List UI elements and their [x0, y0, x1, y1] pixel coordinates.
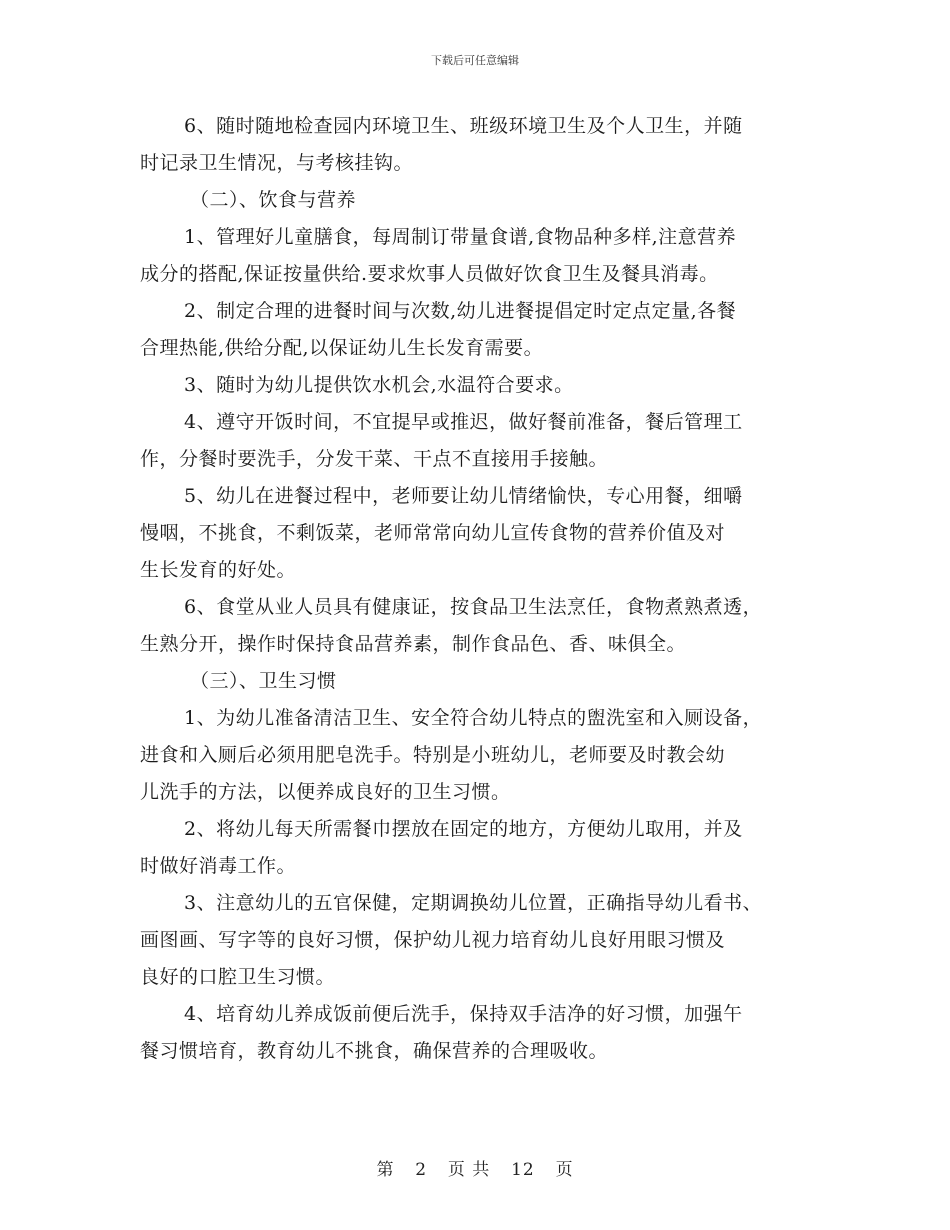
page-footer [0, 1155, 950, 1180]
text-line: 2、将幼儿每天所需餐巾摆放在固定的地方，方便幼儿取用，并及 [184, 818, 743, 840]
text-line: 6、随时随地检查园内环境卫生、班级环境卫生及个人卫生，并随 [184, 115, 743, 137]
text-line: 4、遵守开饭时间，不宜提早或推迟，做好餐前准备，餐后管理工 [184, 411, 743, 433]
text-line: 4、培育幼儿养成饭前便后洗手，保持双手洁净的好习惯，加强午 [184, 1003, 743, 1025]
page-label-mid: 页 共 [447, 1160, 491, 1180]
text-line: 3、注意幼儿的五官保健，定期调换幼儿位置，正确指导幼儿看书、 [184, 892, 763, 914]
text-line: 3、随时为幼儿提供饮水机会,水温符合要求。 [184, 374, 574, 396]
text-line: 画图画、写字等的良好习惯，保护幼儿视力培育幼儿良好用眼习惯及 [140, 929, 726, 951]
page-label-prefix: 第 [376, 1160, 395, 1180]
paragraph-block [140, 108, 820, 1070]
text-line: 合理热能,供给分配,以保证幼儿生长发育需要。 [140, 337, 544, 359]
text-line: 时记录卫生情况，与考核挂钩。 [140, 152, 414, 174]
text-line: 成分的搭配,保证按量供给.要求炊事人员做好饮食卫生及餐具消毒。 [140, 263, 719, 285]
text-line: 作，分餐时要洗手，分发干菜、干点不直接用手接触。 [140, 448, 609, 470]
document-body [140, 108, 820, 1070]
text-line: 儿洗手的方法，以便养成良好的卫生习惯。 [140, 781, 511, 803]
text-line: 餐习惯培育，教育幼儿不挑食，确保营养的合理吸收。 [140, 1040, 609, 1062]
text-line: 生长发育的好处。 [140, 559, 297, 581]
total-pages-number: 12 [511, 1160, 535, 1180]
page-label-suffix: 页 [555, 1160, 574, 1180]
text-line: 5、幼儿在进餐过程中，老师要让幼儿情绪愉快，专心用餐，细嚼 [184, 485, 743, 507]
section-heading: （三）、卫生习惯 [190, 670, 337, 692]
text-line: 1、为幼儿准备清洁卫生、安全符合幼儿特点的盥洗室和入厕设备， [184, 707, 763, 729]
page-header: 下载后可任意编辑 [431, 54, 519, 67]
text-line: 1、管理好儿童膳食，每周制订带量食谱,食物品种多样,注意营养 [184, 226, 737, 248]
text-line: 慢咽，不挑食，不剩饭菜，老师常常向幼儿宣传食物的营养价值及对 [140, 522, 726, 544]
text-line: 时做好消毒工作。 [140, 855, 297, 877]
text-line: 进食和入厕后必须用肥皂洗手。特别是小班幼儿，老师要及时教会幼 [140, 744, 726, 766]
text-line: 生熟分开，操作时保持食品营养素，制作食品色、香、味俱全。 [140, 633, 687, 655]
text-line: 2、制定合理的进餐时间与次数,幼儿进餐提倡定时定点定量,各餐 [184, 300, 737, 322]
text-line: 6、食堂从业人员具有健康证，按食品卫生法烹任，食物煮熟煮透， [184, 596, 763, 618]
current-page-number: 2 [415, 1160, 428, 1180]
text-line: 良好的口腔卫生习惯。 [140, 966, 336, 988]
section-heading: （二）、饮食与营养 [190, 189, 357, 211]
